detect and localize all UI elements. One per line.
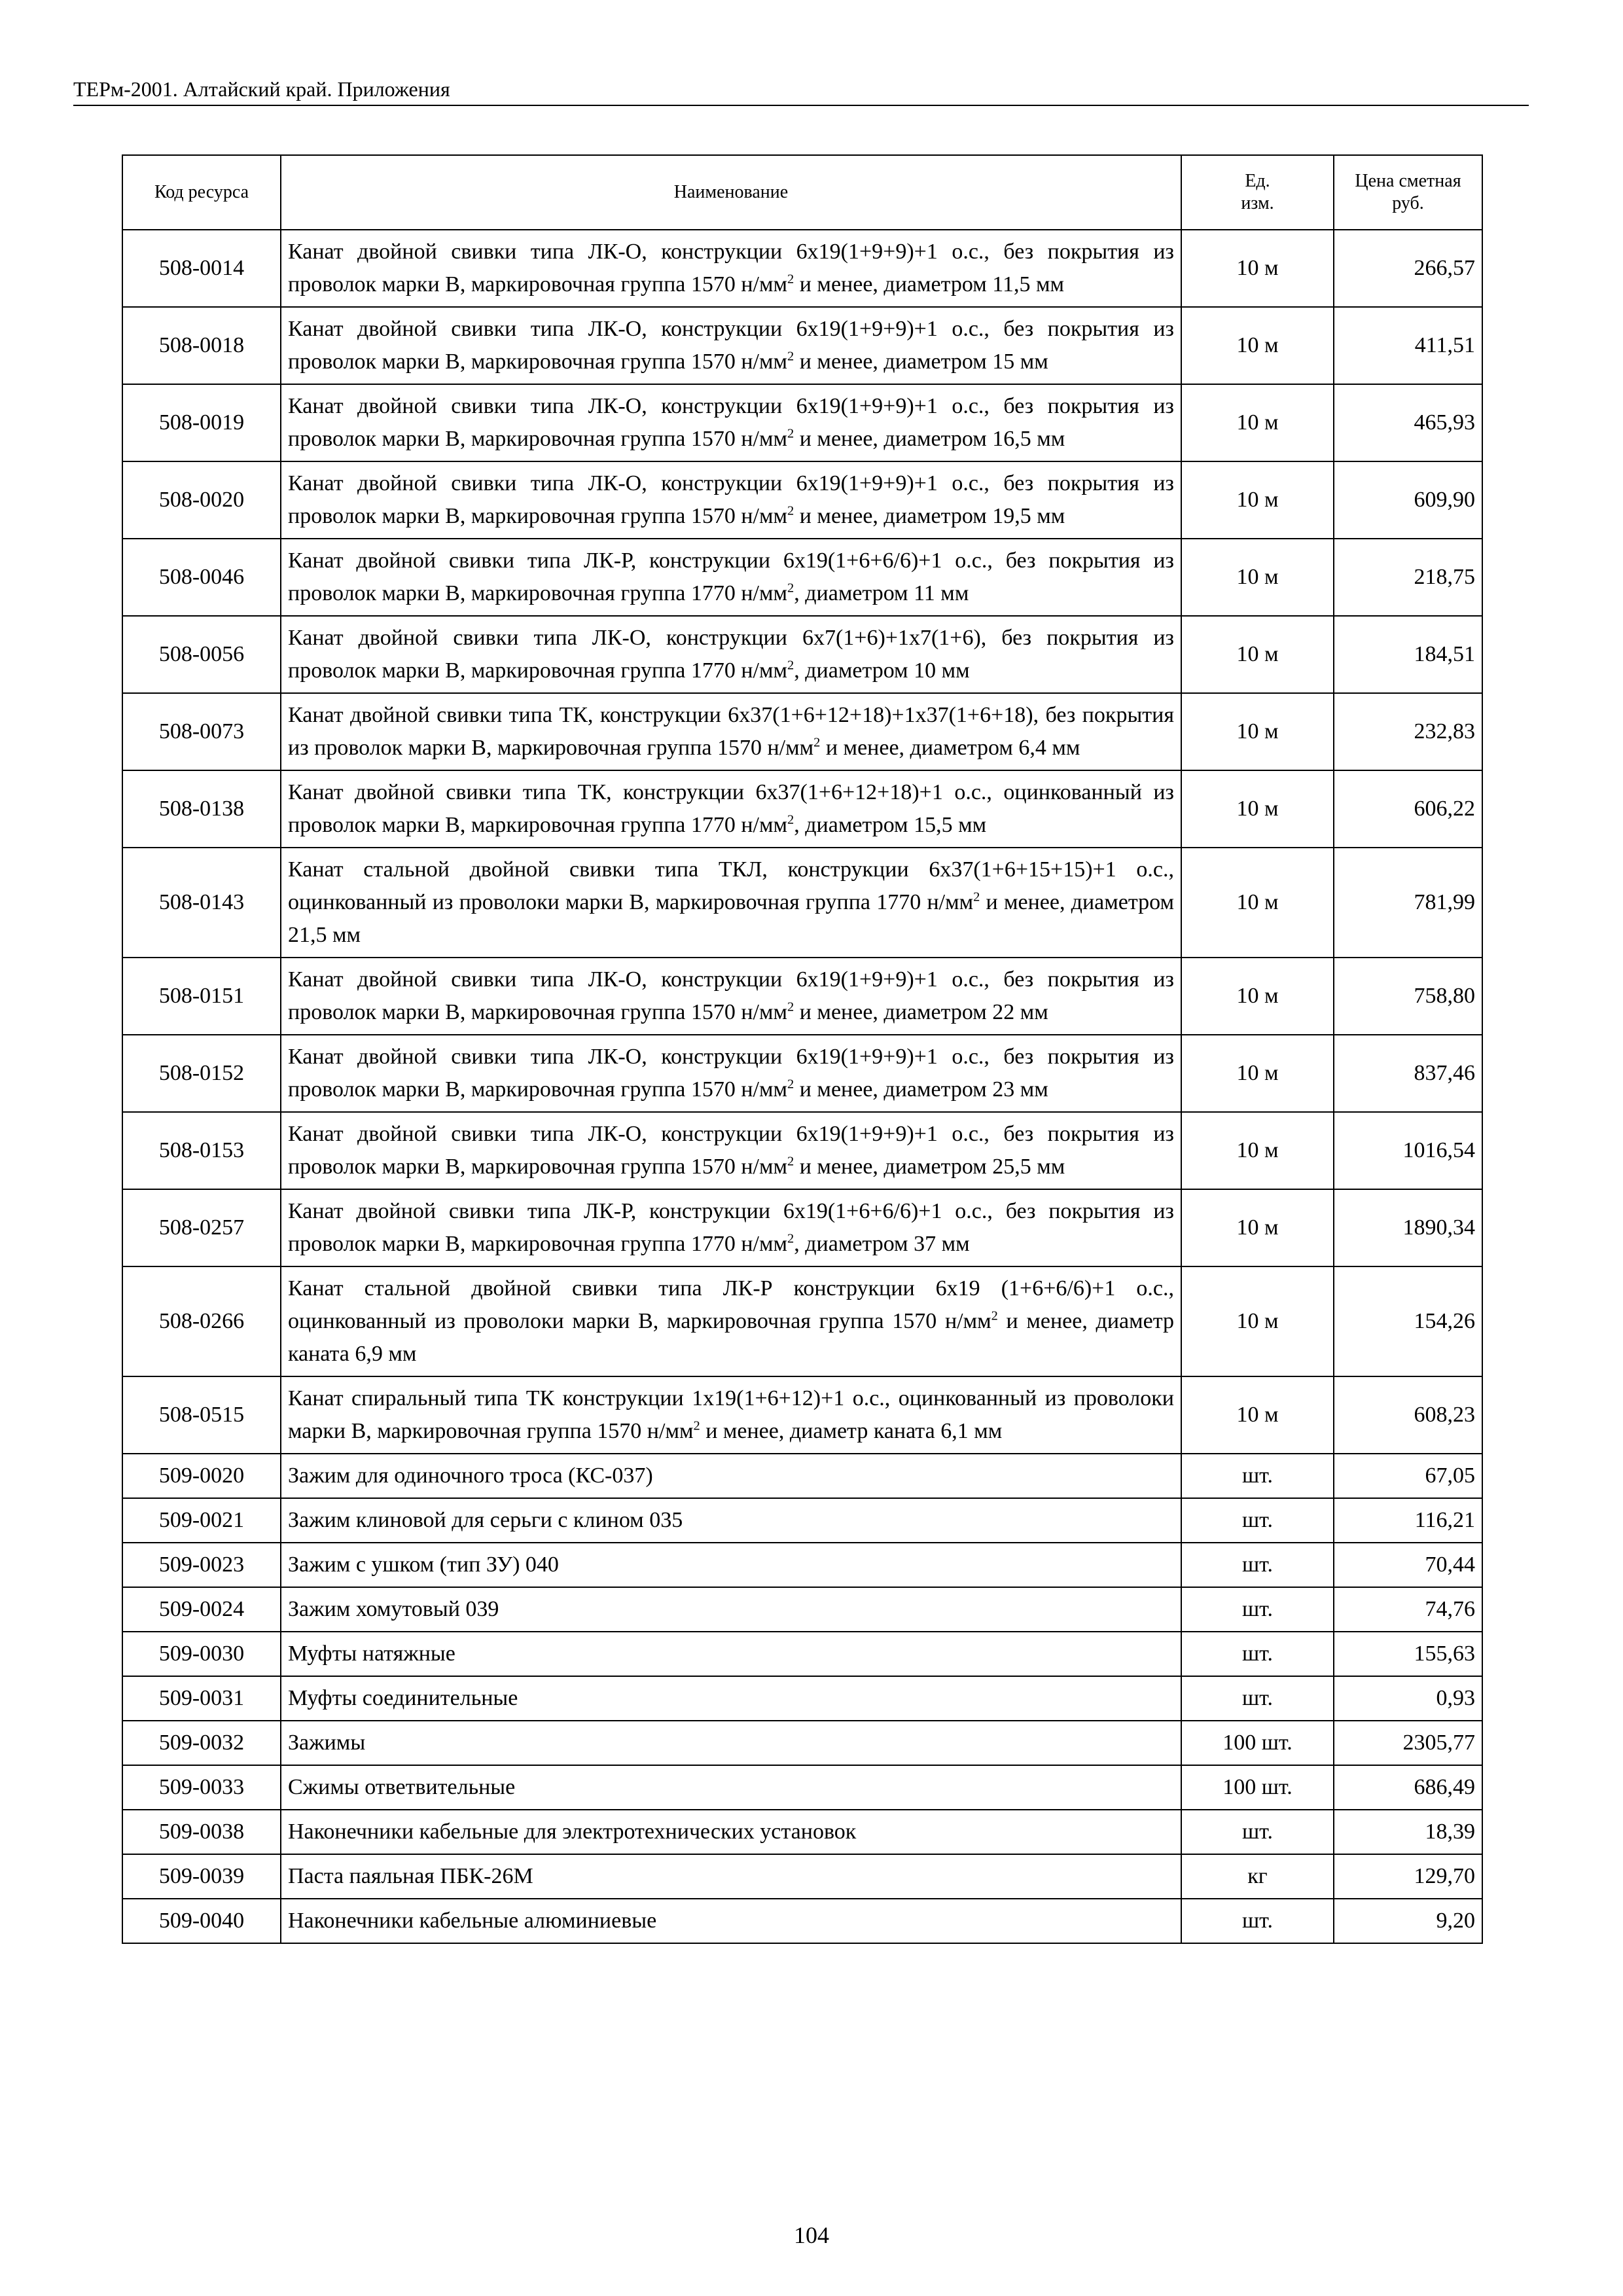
cell-resource-name — [281, 848, 1181, 958]
cell-resource-code: 508-0515 — [122, 1376, 281, 1454]
name-text: Сжимы ответвительные — [288, 1775, 516, 1799]
cell-price: 155,63 — [1334, 1632, 1482, 1676]
name-text: Канат двойной свивки типа ЛК-О, конструкции 6х19(1+9+9)+1 о.с., без покрытия из проволок марки В, маркировочная группа 1570 н/мм — [288, 394, 1174, 451]
table-row — [122, 1676, 1482, 1721]
name-text: и менее, диаметром 16,5 мм — [794, 427, 1065, 451]
table-row — [122, 1587, 1482, 1632]
table-row — [122, 693, 1482, 770]
name-text: и менее, диаметром 21,5 мм — [288, 890, 1175, 947]
superscript-exponent: 2 — [787, 999, 794, 1014]
cell-price: 2305,77 — [1334, 1721, 1482, 1765]
table-row — [122, 1632, 1482, 1676]
column-header-name: Наименование — [281, 155, 1181, 230]
cell-unit: 100 шт. — [1181, 1721, 1334, 1765]
cell-unit: 10 м — [1181, 1189, 1334, 1266]
cell-resource-name — [281, 1376, 1181, 1454]
cell-resource-name — [281, 693, 1181, 770]
table-row — [122, 461, 1482, 539]
table-row — [122, 958, 1482, 1035]
table-row — [122, 1810, 1482, 1854]
table-row — [122, 1376, 1482, 1454]
cell-unit: 10 м — [1181, 1112, 1334, 1189]
cell-price: 0,93 — [1334, 1676, 1482, 1721]
name-text: Муфты соединительные — [288, 1686, 518, 1710]
table-row — [122, 1189, 1482, 1266]
table-row — [122, 1035, 1482, 1112]
cell-resource-code: 508-0151 — [122, 958, 281, 1035]
name-text: , диаметром 37 мм — [794, 1232, 970, 1256]
cell-unit: кг — [1181, 1854, 1334, 1899]
name-text: Канат двойной свивки типа ЛК-Р, конструкции 6х19(1+6+6/6)+1 о.с., без покрытия из проволок марки В, маркировочная группа 1770 н/мм — [288, 548, 1174, 605]
name-text: Паста паяльная ПБК-26М — [288, 1864, 533, 1888]
document-title: ТЕРм-2001. Алтайский край. Приложения — [73, 77, 450, 101]
name-text: Канат двойной свивки типа ТК, конструкции 6х37(1+6+12+18)+1х37(1+6+18), без покрытия из проволок марки В, маркировочная группа 1570 н/мм — [288, 703, 1174, 760]
cell-resource-name — [281, 770, 1181, 848]
table-row — [122, 384, 1482, 461]
cell-price: 9,20 — [1334, 1899, 1482, 1943]
cell-resource-name — [281, 230, 1181, 307]
superscript-exponent: 2 — [991, 1308, 998, 1323]
cell-resource-name — [281, 1112, 1181, 1189]
table-row — [122, 1765, 1482, 1810]
cell-price: 606,22 — [1334, 770, 1482, 848]
cell-price: 686,49 — [1334, 1765, 1482, 1810]
cell-resource-name — [281, 539, 1181, 616]
superscript-exponent: 2 — [787, 658, 794, 673]
table-row — [122, 848, 1482, 958]
name-text: Зажим хомутовый 039 — [288, 1597, 499, 1621]
name-text: и менее, диаметр каната 6,9 мм — [288, 1309, 1174, 1366]
cell-unit: шт. — [1181, 1632, 1334, 1676]
cell-unit: 10 м — [1181, 461, 1334, 539]
cell-unit: 10 м — [1181, 1035, 1334, 1112]
table-body — [122, 230, 1482, 1943]
cell-unit: 10 м — [1181, 770, 1334, 848]
superscript-exponent: 2 — [787, 1231, 794, 1246]
cell-resource-code: 509-0031 — [122, 1676, 281, 1721]
table-row — [122, 1899, 1482, 1943]
cell-resource-code: 509-0020 — [122, 1454, 281, 1498]
cell-resource-code: 509-0033 — [122, 1765, 281, 1810]
cell-unit: 10 м — [1181, 1376, 1334, 1454]
cell-resource-name — [281, 1632, 1181, 1676]
cell-resource-name — [281, 1035, 1181, 1112]
cell-unit: 10 м — [1181, 230, 1334, 307]
cell-price: 218,75 — [1334, 539, 1482, 616]
cell-price: 67,05 — [1334, 1454, 1482, 1498]
cell-price: 608,23 — [1334, 1376, 1482, 1454]
name-text: Канат двойной свивки типа ЛК-О, конструкции 6х19(1+9+9)+1 о.с., без покрытия из проволок марки В, маркировочная группа 1570 н/мм — [288, 240, 1174, 296]
name-text: , диаметром 10 мм — [794, 658, 970, 683]
cell-price: 837,46 — [1334, 1035, 1482, 1112]
cell-resource-code: 508-0138 — [122, 770, 281, 848]
cell-resource-name — [281, 616, 1181, 693]
cell-unit: 10 м — [1181, 1266, 1334, 1376]
cell-resource-code: 508-0143 — [122, 848, 281, 958]
cell-resource-name — [281, 1721, 1181, 1765]
cell-resource-name — [281, 1189, 1181, 1266]
cell-resource-name — [281, 1543, 1181, 1587]
table-row — [122, 1854, 1482, 1899]
cell-resource-code: 508-0019 — [122, 384, 281, 461]
cell-resource-code: 509-0024 — [122, 1587, 281, 1632]
name-text: Канат стальной двойной свивки типа ТКЛ, конструкции 6х37(1+6+15+15)+1 о.с., оцинкованный из проволоки марки В, маркировочная группа 1770 н/мм — [288, 857, 1174, 914]
cell-resource-name — [281, 1587, 1181, 1632]
name-text: и менее, диаметром 23 мм — [794, 1077, 1048, 1102]
name-text: и менее, диаметром 11,5 мм — [794, 272, 1065, 296]
cell-unit: 100 шт. — [1181, 1765, 1334, 1810]
cell-resource-code: 508-0073 — [122, 693, 281, 770]
cell-price: 184,51 — [1334, 616, 1482, 693]
table-row — [122, 307, 1482, 384]
cell-unit: 10 м — [1181, 693, 1334, 770]
cell-resource-code: 508-0153 — [122, 1112, 281, 1189]
name-text: Зажим для одиночного троса (КС-037) — [288, 1463, 653, 1488]
table-row — [122, 770, 1482, 848]
name-text: Наконечники кабельные алюминиевые — [288, 1909, 657, 1933]
cell-unit: шт. — [1181, 1810, 1334, 1854]
cell-unit: шт. — [1181, 1676, 1334, 1721]
cell-resource-name — [281, 307, 1181, 384]
name-text: Наконечники кабельные для электротехнических установок — [288, 1820, 857, 1844]
name-text: и менее, диаметром 19,5 мм — [794, 504, 1065, 528]
superscript-exponent: 2 — [693, 1418, 700, 1433]
cell-resource-name — [281, 1899, 1181, 1943]
superscript-exponent: 2 — [787, 1077, 794, 1092]
superscript-exponent: 2 — [813, 735, 821, 750]
cell-resource-name — [281, 1854, 1181, 1899]
cell-resource-code: 509-0039 — [122, 1854, 281, 1899]
table-row — [122, 1266, 1482, 1376]
resource-price-table — [122, 154, 1483, 1944]
cell-resource-code: 508-0046 — [122, 539, 281, 616]
cell-price: 129,70 — [1334, 1854, 1482, 1899]
cell-price: 758,80 — [1334, 958, 1482, 1035]
superscript-exponent: 2 — [973, 889, 980, 905]
table-header-row — [122, 155, 1482, 230]
cell-price: 465,93 — [1334, 384, 1482, 461]
cell-price: 74,76 — [1334, 1587, 1482, 1632]
cell-price: 154,26 — [1334, 1266, 1482, 1376]
cell-resource-name — [281, 958, 1181, 1035]
table-row — [122, 1543, 1482, 1587]
cell-price: 116,21 — [1334, 1498, 1482, 1543]
cell-resource-code: 508-0152 — [122, 1035, 281, 1112]
name-text: Канат двойной свивки типа ЛК-О, конструкции 6х7(1+6)+1х7(1+6), без покрытия из проволок марки В, маркировочная группа 1770 н/мм — [288, 626, 1174, 683]
cell-price: 70,44 — [1334, 1543, 1482, 1587]
cell-unit: шт. — [1181, 1454, 1334, 1498]
cell-resource-name — [281, 384, 1181, 461]
superscript-exponent: 2 — [787, 272, 794, 287]
cell-price: 781,99 — [1334, 848, 1482, 958]
superscript-exponent: 2 — [787, 812, 794, 827]
cell-unit: 10 м — [1181, 958, 1334, 1035]
cell-unit: шт. — [1181, 1899, 1334, 1943]
name-text: Канат двойной свивки типа ЛК-Р, конструкции 6х19(1+6+6/6)+1 о.с., без покрытия из проволок марки В, маркировочная группа 1770 н/мм — [288, 1199, 1174, 1256]
name-text: Канат спиральный типа ТК конструкции 1х19(1+6+12)+1 о.с., оцинкованный из проволоки марки В, маркировочная группа 1570 н/мм — [288, 1386, 1174, 1443]
cell-unit: шт. — [1181, 1587, 1334, 1632]
name-text: Канат двойной свивки типа ЛК-О, конструкции 6х19(1+9+9)+1 о.с., без покрытия из проволок марки В, маркировочная группа 1570 н/мм — [288, 1122, 1174, 1179]
cell-resource-code: 509-0023 — [122, 1543, 281, 1587]
name-text: Муфты натяжные — [288, 1641, 455, 1666]
table-row — [122, 1721, 1482, 1765]
cell-unit: 10 м — [1181, 384, 1334, 461]
name-text: Канат двойной свивки типа ТК, конструкции 6х37(1+6+12+18)+1 о.с., оцинкованный из проволок марки В, маркировочная группа 1770 н/мм — [288, 780, 1174, 837]
cell-resource-code: 509-0032 — [122, 1721, 281, 1765]
table-row — [122, 616, 1482, 693]
cell-resource-name — [281, 1498, 1181, 1543]
superscript-exponent: 2 — [787, 503, 794, 518]
cell-unit: 10 м — [1181, 307, 1334, 384]
column-header-code: Код ресурса — [122, 155, 281, 230]
cell-resource-code: 508-0018 — [122, 307, 281, 384]
name-text: Канат двойной свивки типа ЛК-О, конструкции 6х19(1+9+9)+1 о.с., без покрытия из проволок марки В, маркировочная группа 1570 н/мм — [288, 317, 1174, 374]
superscript-exponent: 2 — [787, 581, 794, 596]
cell-resource-code: 508-0014 — [122, 230, 281, 307]
name-text: Зажим клиновой для серьги с клином 035 — [288, 1508, 683, 1532]
cell-price: 266,57 — [1334, 230, 1482, 307]
cell-unit: шт. — [1181, 1498, 1334, 1543]
cell-resource-code: 508-0266 — [122, 1266, 281, 1376]
cell-resource-code: 509-0030 — [122, 1632, 281, 1676]
cell-unit: 10 м — [1181, 616, 1334, 693]
table-row — [122, 539, 1482, 616]
name-text: и менее, диаметром 22 мм — [794, 1000, 1048, 1024]
cell-resource-name — [281, 1765, 1181, 1810]
running-header — [73, 76, 1529, 106]
cell-resource-code: 509-0038 — [122, 1810, 281, 1854]
name-text: Канат двойной свивки типа ЛК-О, конструкции 6х19(1+9+9)+1 о.с., без покрытия из проволок марки В, маркировочная группа 1570 н/мм — [288, 471, 1174, 528]
column-header-price: Цена сметная руб. — [1334, 155, 1482, 230]
cell-unit: 10 м — [1181, 848, 1334, 958]
name-text: Канат двойной свивки типа ЛК-О, конструкции 6х19(1+9+9)+1 о.с., без покрытия из проволок марки В, маркировочная группа 1570 н/мм — [288, 1045, 1174, 1102]
cell-resource-code: 508-0056 — [122, 616, 281, 693]
cell-price: 18,39 — [1334, 1810, 1482, 1854]
superscript-exponent: 2 — [787, 1154, 794, 1169]
name-text: и менее, диаметр каната 6,1 мм — [700, 1419, 1003, 1443]
cell-resource-name — [281, 1266, 1181, 1376]
superscript-exponent: 2 — [787, 426, 794, 441]
cell-price: 1890,34 — [1334, 1189, 1482, 1266]
name-text: Зажим с ушком (тип ЗУ) 040 — [288, 1552, 559, 1577]
name-text: и менее, диаметром 25,5 мм — [794, 1155, 1065, 1179]
table-row — [122, 1112, 1482, 1189]
name-text: , диаметром 11 мм — [794, 581, 969, 605]
column-header-unit: Ед. изм. — [1181, 155, 1334, 230]
cell-unit: шт. — [1181, 1543, 1334, 1587]
cell-unit: 10 м — [1181, 539, 1334, 616]
name-text: и менее, диаметром 6,4 мм — [820, 736, 1080, 760]
cell-price: 1016,54 — [1334, 1112, 1482, 1189]
cell-price: 609,90 — [1334, 461, 1482, 539]
name-text: Канат стальной двойной свивки типа ЛК-Р конструкции 6х19 (1+6+6/6)+1 о.с., оцинкованный из проволоки марки В, маркировочная группа 1570 н/мм — [288, 1276, 1174, 1333]
table-row — [122, 230, 1482, 307]
cell-resource-name — [281, 1454, 1181, 1498]
table-row — [122, 1498, 1482, 1543]
name-text: Зажимы — [288, 1731, 366, 1755]
cell-resource-name — [281, 1810, 1181, 1854]
table-row — [122, 1454, 1482, 1498]
cell-resource-name — [281, 1676, 1181, 1721]
cell-price: 232,83 — [1334, 693, 1482, 770]
cell-resource-code: 509-0021 — [122, 1498, 281, 1543]
page-number: 104 — [794, 2222, 829, 2248]
name-text: и менее, диаметром 15 мм — [794, 350, 1048, 374]
name-text: Канат двойной свивки типа ЛК-О, конструкции 6х19(1+9+9)+1 о.с., без покрытия из проволок марки В, маркировочная группа 1570 н/мм — [288, 967, 1174, 1024]
cell-resource-name — [281, 461, 1181, 539]
superscript-exponent: 2 — [787, 349, 794, 364]
cell-resource-code: 508-0020 — [122, 461, 281, 539]
cell-price: 411,51 — [1334, 307, 1482, 384]
cell-resource-code: 509-0040 — [122, 1899, 281, 1943]
cell-resource-code: 508-0257 — [122, 1189, 281, 1266]
name-text: , диаметром 15,5 мм — [794, 813, 987, 837]
